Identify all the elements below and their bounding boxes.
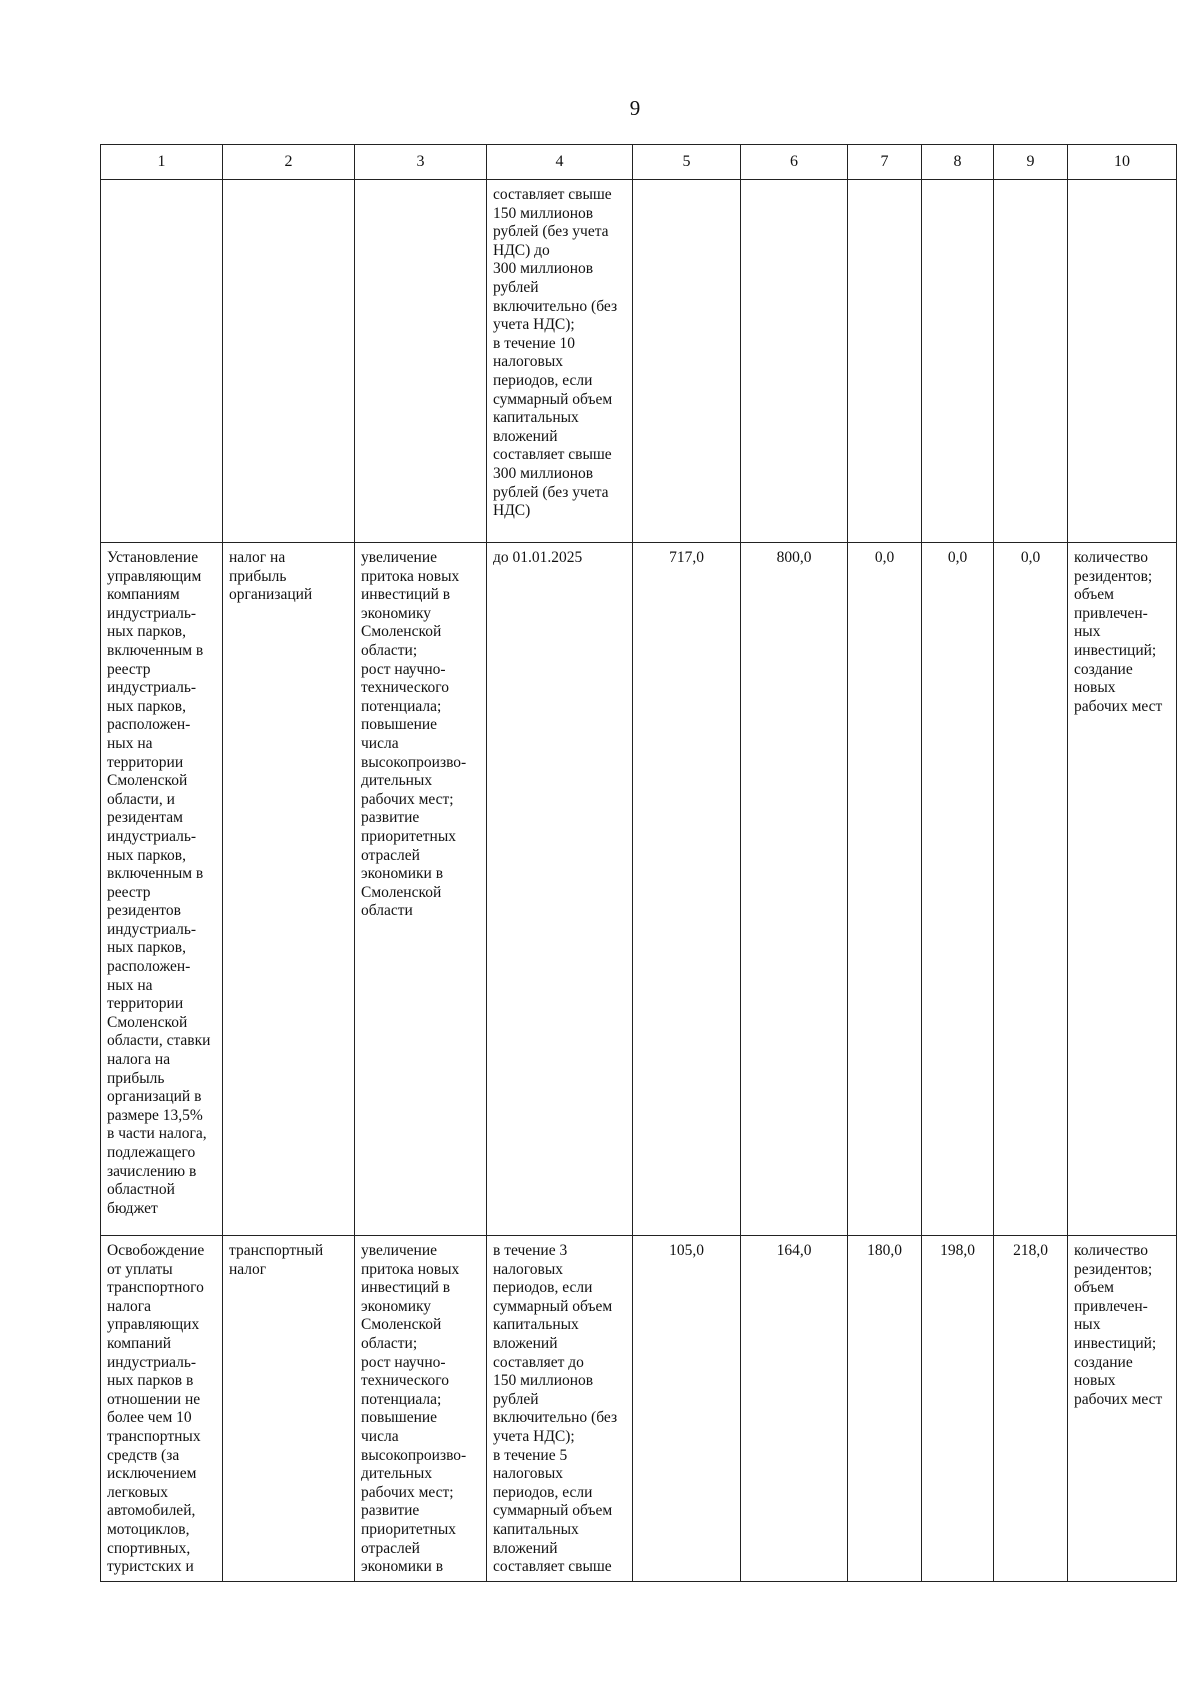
table-cell [223, 180, 355, 543]
table-cell: количество резидентов; объем привлечен- ных инвестиций; создание новых рабочих мест [1068, 543, 1177, 1236]
table-cell: увеличение притока новых инвестиций в экономику Смоленской области; рост научно- технического потенциала; повышение числа высокопроизво- дительных рабочих мест; развитие приоритетных отраслей экономики в [355, 1236, 487, 1582]
column-header: 2 [223, 145, 355, 180]
table-cell [633, 180, 741, 543]
tax-benefits-table [100, 144, 1177, 1582]
table-cell: количество резидентов; объем привлечен- ных инвестиций; создание новых рабочих мест [1068, 1236, 1177, 1582]
column-header: 4 [487, 145, 633, 180]
table-row [101, 180, 1177, 543]
table-row [101, 543, 1177, 1236]
table-cell [101, 180, 223, 543]
table-cell [922, 180, 994, 543]
column-header: 6 [741, 145, 848, 180]
table-cell: налог на прибыль организаций [223, 543, 355, 1236]
table-cell: Освобождение от уплаты транспортного налога управляющих компаний индустриаль- ных парков в отношении не более чем 10 транспортных средств (за исключением легковых автомобилей, мотоциклов, спортивных, туристских и [101, 1236, 223, 1582]
column-header: 9 [994, 145, 1068, 180]
table-cell: 717,0 [633, 543, 741, 1236]
table-cell [1068, 180, 1177, 543]
table-cell: транспортный налог [223, 1236, 355, 1582]
table-cell: 0,0 [848, 543, 922, 1236]
table-cell: Установление управляющим компаниям индустриаль- ных парков, включенным в реестр индустриаль- ных парков, расположен- ных на территории Смоленской области, и резидентам индустриаль- ных парков, включенным в реестр резидентов индустриаль- ных парков, расположен- ных на территории Смоленской области, ставки налога на прибыль организаций в размере 13,5% в части налога, подлежащего зачислению в областной бюджет [101, 543, 223, 1236]
column-header: 8 [922, 145, 994, 180]
table-cell [994, 180, 1068, 543]
column-header: 1 [101, 145, 223, 180]
page-number: 9 [629, 96, 641, 120]
table-cell: 218,0 [994, 1236, 1068, 1582]
table-cell: в течение 3 налоговых периодов, если суммарный объем капитальных вложений составляет до 150 миллионов рублей включительно (без учета НДС); в течение 5 налоговых периодов, если суммарный объем капитальных вложений составляет свыше [487, 1236, 633, 1582]
table-cell: составляет свыше 150 миллионов рублей (без учета НДС) до 300 миллионов рублей включительно (без учета НДС); в течение 10 налоговых периодов, если суммарный объем капитальных вложений составляет свыше 300 миллионов рублей (без учета НДС) [487, 180, 633, 543]
table-cell [741, 180, 848, 543]
table-cell: до 01.01.2025 [487, 543, 633, 1236]
table-cell: увеличение притока новых инвестиций в экономику Смоленской области; рост научно- технического потенциала; повышение числа высокопроизво- дительных рабочих мест; развитие приоритетных отраслей экономики в Смоленской области [355, 543, 487, 1236]
table-cell [848, 180, 922, 543]
table-cell: 164,0 [741, 1236, 848, 1582]
column-header: 7 [848, 145, 922, 180]
table-row [101, 1236, 1177, 1582]
header-row [101, 145, 1177, 180]
table-cell: 198,0 [922, 1236, 994, 1582]
column-header: 10 [1068, 145, 1177, 180]
table-cell: 0,0 [994, 543, 1068, 1236]
column-header: 3 [355, 145, 487, 180]
table-cell: 180,0 [848, 1236, 922, 1582]
table-cell: 0,0 [922, 543, 994, 1236]
table-cell: 105,0 [633, 1236, 741, 1582]
column-header: 5 [633, 145, 741, 180]
table-cell: 800,0 [741, 543, 848, 1236]
table-cell [355, 180, 487, 543]
